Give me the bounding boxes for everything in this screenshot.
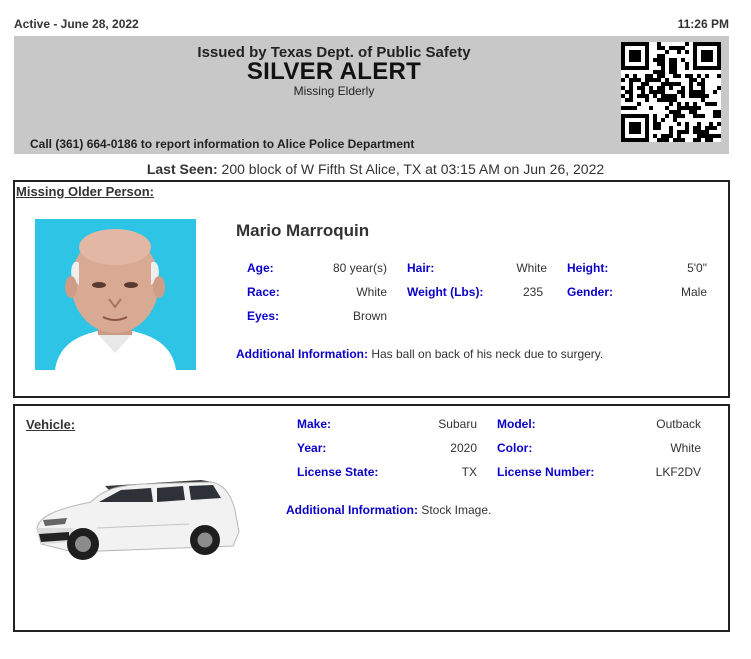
hair-value: White	[516, 261, 547, 275]
vehicle-section-title: Vehicle:	[26, 417, 76, 432]
color-label: Color:	[497, 441, 533, 455]
weight-value: 235	[522, 285, 543, 299]
make-label: Make:	[297, 417, 332, 431]
header-band	[14, 36, 729, 154]
vehicle-photo	[33, 470, 243, 565]
person-additional-info	[236, 347, 603, 361]
alert-status: Active - June 28, 2022	[14, 17, 139, 31]
race-value: White	[356, 285, 387, 299]
person-addl-text: Has ball on back of his neck due to surgery.	[371, 347, 604, 361]
eyes-label: Eyes:	[247, 309, 280, 323]
year-value: 2020	[450, 441, 477, 455]
vehicle-additional-info	[286, 503, 491, 517]
eyes-value: Brown	[352, 309, 387, 323]
report-call-text: Call (361) 664-0186 to report information to Alice Police Department	[30, 137, 415, 151]
qr-code-icon[interactable]	[621, 42, 721, 142]
license-number-label: License Number:	[497, 465, 595, 479]
vehicle-addl-text: Stock Image.	[421, 503, 492, 517]
age-value: 80 year(s)	[332, 261, 387, 275]
model-value: Outback	[656, 417, 701, 431]
last-seen-label: Last Seen:	[146, 161, 218, 177]
alert-type-title: SILVER ALERT	[246, 58, 422, 85]
person-photo	[35, 219, 196, 370]
alert-subtitle: Missing Elderly	[293, 84, 375, 98]
gender-value: Male	[680, 285, 707, 299]
license-state-value: TX	[461, 465, 477, 479]
height-label: Height:	[567, 261, 609, 275]
weight-label: Weight (Lbs):	[407, 285, 484, 299]
person-name: Mario Marroquin	[236, 221, 370, 240]
alert-time: 11:26 PM	[677, 17, 729, 31]
license-number-value: LKF2DV	[655, 465, 701, 479]
last-seen-text: 200 block of W Fifth St Alice, TX at 03:15 AM on Jun 26, 2022	[221, 161, 605, 177]
gender-label: Gender:	[567, 285, 614, 299]
person-addl-label: Additional Information:	[236, 347, 368, 361]
last-seen-line	[0, 161, 751, 177]
vehicle-addl-label: Additional Information:	[286, 503, 418, 517]
year-label: Year:	[297, 441, 327, 455]
height-value: 5'0"	[687, 261, 707, 275]
person-section-title: Missing Older Person:	[16, 184, 154, 199]
hair-label: Hair:	[407, 261, 435, 275]
race-label: Race:	[247, 285, 280, 299]
age-label: Age:	[247, 261, 274, 275]
issuing-agency: Issued by Texas Dept. of Public Safety	[197, 44, 471, 61]
color-value: White	[670, 441, 701, 455]
model-label: Model:	[497, 417, 536, 431]
license-state-label: License State:	[297, 465, 379, 479]
make-value: Subaru	[438, 417, 477, 431]
